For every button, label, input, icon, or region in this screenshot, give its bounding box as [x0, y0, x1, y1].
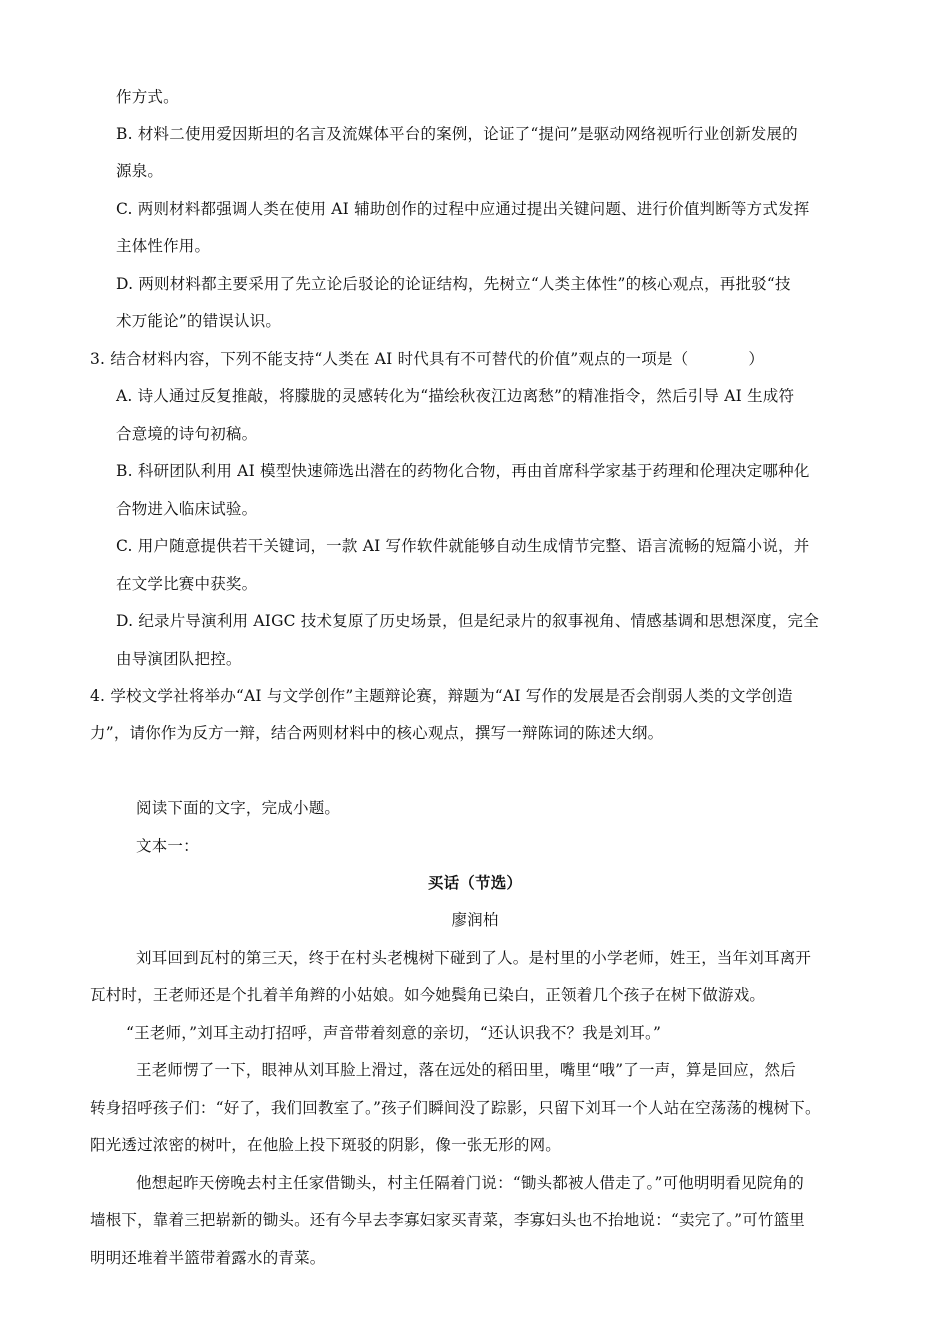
text-line: 术万能论”的错误认识。 — [116, 312, 282, 330]
paragraph-line: 王老师愣了一下，眼神从刘耳脸上滑过，落在远处的稻田里，嘴里“哦”了一声，算是回应，然后 — [136, 1061, 796, 1079]
text-line: 合物进入临床试验。 — [116, 500, 258, 518]
text-line: 作方式。 — [116, 88, 179, 106]
text-line: 合意境的诗句初稿。 — [116, 425, 258, 443]
option-a-line: A. 诗人通过反复推敲，将朦胧的灵感转化为“描绘秋夜江边离愁”的精准指令，然后引导 AI 生成符 — [116, 387, 795, 405]
text-line: 由导演团队把控。 — [116, 650, 242, 668]
text-line: 在文学比赛中获奖。 — [116, 575, 258, 593]
story-author: 廖润柏 — [451, 911, 499, 929]
text-line: 力”，请你作为反方一辩，结合两则材料中的核心观点，撰写一辩陈词的陈述大纲。 — [90, 724, 664, 742]
option-d-line: D. 纪录片导演利用 AIGC 技术复原了历史场景，但是纪录片的叙事视角、情感基调和思想深度，完全 — [116, 612, 819, 630]
paragraph-line: 他想起昨天傍晚去村主任家借锄头，村主任隔着门说：“锄头都被人借走了。”可他明明看见院角的 — [136, 1174, 804, 1192]
paragraph-line: 明明还堆着半篮带着露水的青菜。 — [90, 1249, 326, 1267]
paragraph-line: 瓦村时，王老师还是个扎着羊角辫的小姑娘。如今她鬓角已染白，正领着几个孩子在树下做游戏。 — [90, 986, 766, 1004]
story-title: 买话（节选） — [427, 874, 523, 892]
paragraph-line: 阳光透过浓密的树叶，在他脸上投下斑驳的阴影，像一张无形的网。 — [90, 1136, 562, 1154]
paragraph-line: “王老师，”刘耳主动打招呼，声音带着刻意的亲切，“还认识我不？我是刘耳。” — [126, 1024, 662, 1042]
paragraph-line: 墙根下，靠着三把崭新的锄头。还有今早去李寡妇家买青菜，李寡妇头也不抬地说：“卖完了。”可竹篮里 — [90, 1211, 806, 1229]
question-4: 4. 学校文学社将举办“AI 与文学创作”主题辩论赛，辩题为“AI 写作的发展是否会削弱人类的文学创造 — [90, 687, 793, 705]
option-d-line: D. 两则材料都主要采用了先立论后驳论的论证结构，先树立“人类主体性”的核心观点，再批驳“技 — [116, 275, 791, 293]
option-b-line: B. 科研团队利用 AI 模型快速筛选出潜在的药物化合物，再由首席科学家基于药理和伦理决定哪种化 — [116, 462, 810, 480]
text-label: 文本一： — [136, 837, 199, 855]
question-3 — [90, 348, 764, 370]
paragraph-line: 转身招呼孩子们：“好了，我们回教室了。”孩子们瞬间没了踪影，只留下刘耳一个人站在空荡荡的槐树下。 — [90, 1099, 821, 1117]
option-c-line: C. 两则材料都强调人类在使用 AI 辅助创作的过程中应通过提出关键问题、进行价值判断等方式发挥 — [116, 200, 810, 218]
reading-instruction: 阅读下面的文字，完成小题。 — [136, 799, 341, 817]
question-3-text: 3. 结合材料内容，下列不能支持“人类在 AI 时代具有不可替代的价值”观点的一项是（ — [90, 350, 689, 368]
text-line: 源泉。 — [116, 162, 164, 180]
closing-paren: ） — [748, 350, 765, 368]
paragraph-line: 刘耳回到瓦村的第三天，终于在村头老槐树下碰到了人。是村里的小学老师，姓王，当年刘耳离开 — [136, 949, 812, 967]
option-c-line: C. 用户随意提供若干关键词，一款 AI 写作软件就能够自动生成情节完整、语言流畅的短篇小说，并 — [116, 537, 810, 555]
option-b-line: B. 材料二使用爱因斯坦的名言及流媒体平台的案例，论证了“提问”是驱动网络视听行业创新发展的 — [116, 125, 798, 143]
text-line: 主体性作用。 — [116, 237, 211, 255]
